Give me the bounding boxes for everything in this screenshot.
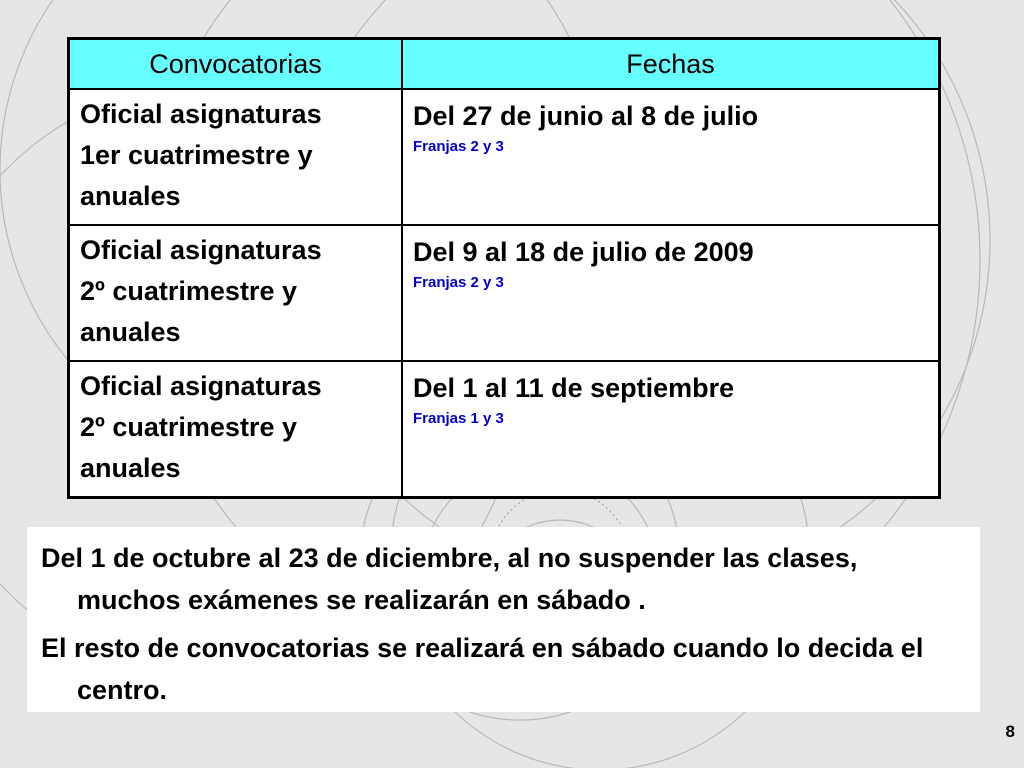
fecha-cell xyxy=(402,89,940,225)
header-fechas: Fechas xyxy=(402,39,940,90)
table-row xyxy=(69,89,940,225)
convocatorias-table xyxy=(67,37,941,499)
convocatoria-line: anuales xyxy=(80,453,181,483)
convocatoria-line: 2º cuatrimestre y xyxy=(80,412,297,442)
convocatoria-line: Oficial asignaturas xyxy=(80,235,322,265)
franjas-text: Franjas 2 y 3 xyxy=(413,138,504,155)
franjas-text: Franjas 2 y 3 xyxy=(413,274,504,291)
convocatoria-line: 1er cuatrimestre y xyxy=(80,140,313,170)
fecha-text: Del 27 de junio al 8 de julio xyxy=(413,101,759,131)
convocatoria-line: Oficial asignaturas xyxy=(80,371,322,401)
convocatoria-cell xyxy=(69,89,403,225)
table-row xyxy=(69,225,940,361)
convocatoria-cell xyxy=(69,225,403,361)
franjas-text: Franjas 1 y 3 xyxy=(413,410,504,427)
table-header-row xyxy=(69,39,940,90)
fecha-text: Del 1 al 11 de septiembre xyxy=(413,373,735,403)
fecha-cell xyxy=(402,225,940,361)
note-paragraph: Del 1 de octubre al 23 de diciembre, al no suspender las clases, muchos exámenes se realizarán en sábado . xyxy=(41,543,858,615)
convocatoria-line: Oficial asignaturas xyxy=(80,99,322,129)
header-convocatorias: Convocatorias xyxy=(69,39,403,90)
page-number: 8 xyxy=(1005,722,1015,741)
convocatoria-cell xyxy=(69,361,403,498)
fecha-text: Del 9 al 18 de julio de 2009 xyxy=(413,237,754,267)
convocatoria-line: 2º cuatrimestre y xyxy=(80,276,297,306)
note-paragraph: El resto de convocatorias se realizará en sábado cuando lo decida el centro. xyxy=(41,633,924,705)
notes-box xyxy=(27,527,980,712)
convocatoria-line: anuales xyxy=(80,317,181,347)
convocatoria-line: anuales xyxy=(80,181,181,211)
fecha-cell xyxy=(402,361,940,498)
table-row xyxy=(69,361,940,498)
